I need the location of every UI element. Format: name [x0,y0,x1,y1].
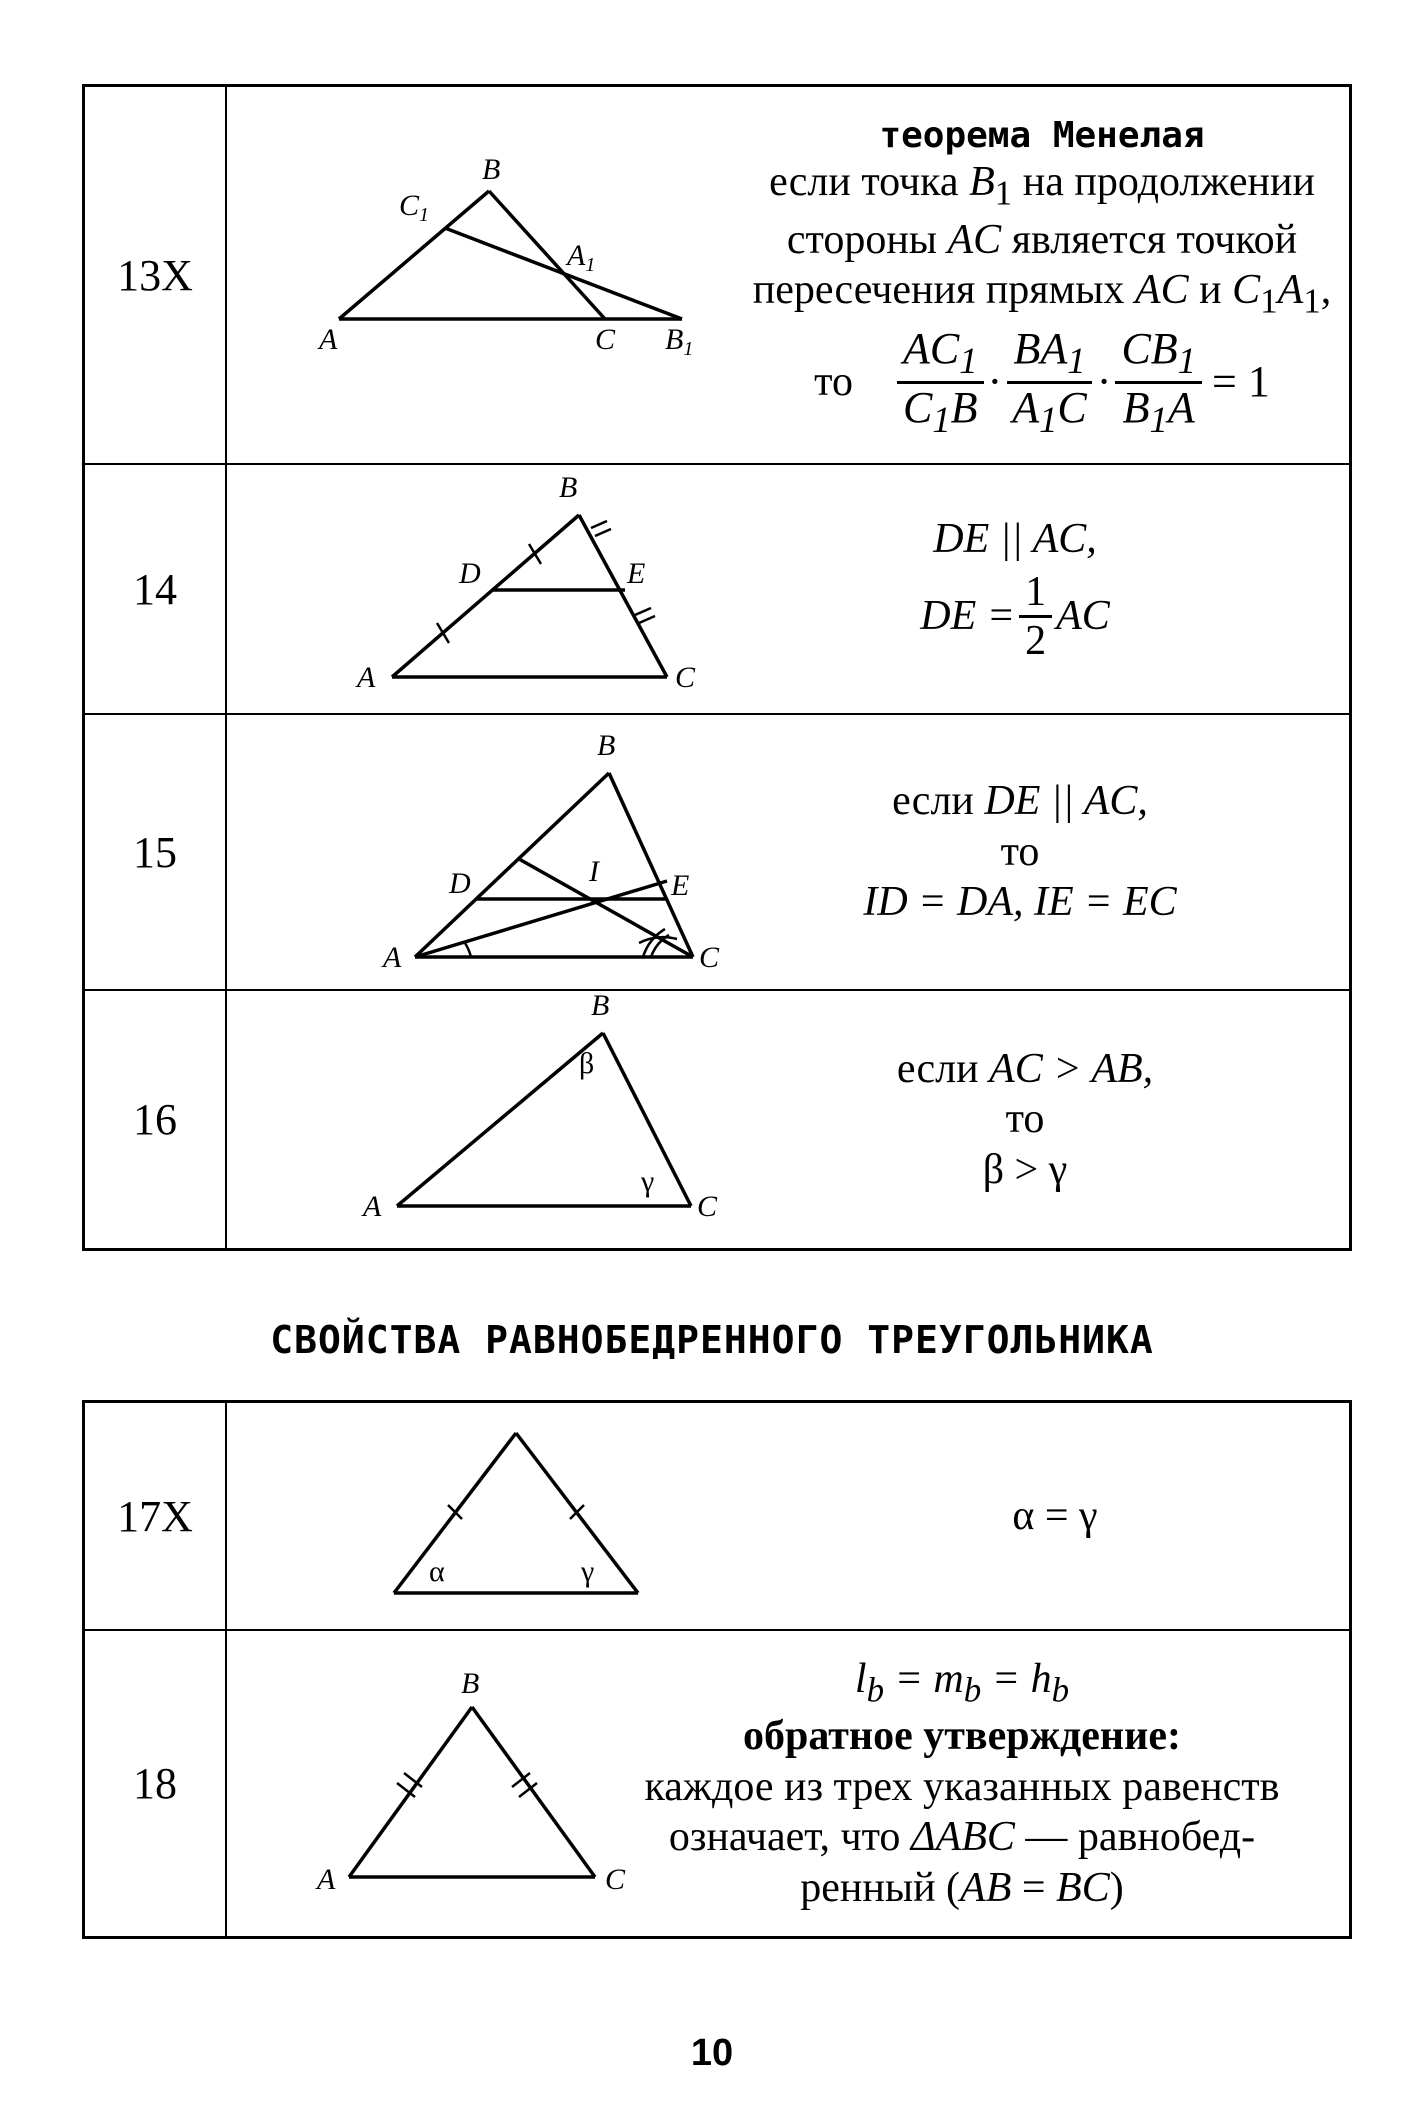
text-line: если DE || AC, [892,778,1148,825]
text-line: обратное утверждение: [743,1713,1181,1760]
vertex-label-i: I [589,855,599,888]
text-line: β > γ [982,1146,1068,1193]
vertex-label-c: C [697,1190,718,1223]
midline-figure [227,465,747,715]
vertex-label-a: A [319,323,338,356]
angle-arc [465,943,471,957]
page-number: 10 [690,2032,734,2074]
row-number: 16 [85,991,227,1248]
text-line: каждое из трех указанных равенств [644,1763,1280,1810]
vertex-label-b: B [591,991,610,1022]
vertex-label-c: C [595,323,616,356]
text-line: DE = $\frac{1}{2}$ AC [920,568,1110,664]
vertex-label-e: E [627,557,646,590]
menelaus-formula: то $\frac{AC_1}{C_1B}$ · $\frac{BA_1}{A_1C}$ · $\frac{CB_1}{B_1A}$ = 1 [814,323,1270,440]
property-text [915,1403,1195,1629]
row-number: 14 [85,465,227,713]
text-line: если AC > AB, [896,1045,1154,1092]
isosceles-table [82,1400,1352,1939]
text-line: $l_b = m_b = h_b$ [854,1656,1070,1710]
vertex-label-b: B [461,1667,480,1700]
text-line: DE || AC, [933,516,1097,563]
table-row [85,715,1349,991]
tick-mark [437,623,449,643]
fraction: $\frac{AC_1}{C_1B}$ [897,325,984,440]
property-text [785,715,1255,989]
tick-mark [639,616,655,623]
vertex-label-c: C [605,1863,626,1896]
fraction: $\frac{BA_1}{A_1C}$ [1006,325,1093,440]
text-line: ренный (AB = BC) [800,1864,1124,1911]
bisector-figure [227,715,747,991]
vertex-label-b: B [482,153,501,186]
line-c1b1 [445,228,682,319]
vertex-label-d: D [459,557,481,590]
text-line: пересечения прямых AC и $C_1A_1$, [752,267,1332,321]
tick-mark [529,544,541,564]
theorem-text [735,87,1349,463]
table-row [85,1631,1349,1936]
angle-gamma-label: γ [641,1165,655,1198]
vertex-label-b: B [597,729,616,762]
isosceles-figure [227,1403,747,1631]
vertex-label-b: B [559,471,578,504]
text-line: ID = DA, IE = EC [863,879,1177,926]
vertex-label-a: A [383,941,402,974]
angle-alpha-label: α [429,1555,445,1588]
vertex-label-b1: $B_1$ [665,323,694,360]
row-number: 13X [85,87,227,463]
row-number: 17X [85,1403,227,1629]
property-text [825,991,1225,1248]
vertex-label-c: C [699,941,720,974]
row-number: 15 [85,715,227,989]
vertex-label-a: A [363,1190,382,1223]
tick-mark [591,521,607,528]
text-line: то [1005,1096,1045,1143]
angle-beta-label: β [579,1047,595,1080]
vertex-label-c1: $C_1$ [399,189,430,226]
angle-arc [639,937,677,943]
property-text [865,465,1165,713]
table-row [85,87,1349,465]
vertex-label-c: C [675,661,696,694]
text-line: стороны AC является точкой [786,216,1298,263]
menelaus-figure [227,87,747,465]
angle-side-figure [227,991,747,1248]
vertex-label-a1: $A_1$ [567,239,596,276]
table-row [85,991,1349,1248]
theorem-title: теорема Менелая [879,115,1205,157]
row-number: 18 [85,1631,227,1936]
property-text [575,1631,1349,1936]
angle-gamma-label: γ [581,1555,595,1588]
theorem-table [82,84,1352,1251]
table-row [85,465,1349,715]
vertex-label-a: A [357,661,376,694]
vertex-label-a: A [317,1863,336,1896]
vertex-label-e: E [671,869,690,902]
tick-mark [595,529,611,536]
text-line: если точка $B_1$ на продолжении [769,159,1315,213]
tick-mark [635,608,651,615]
text-line: α = γ [1012,1492,1098,1539]
section-title: СВОЙСТВА РАВНОБЕДРЕННОГО ТРЕУГОЛЬНИКА [270,1318,1154,1362]
text-line: то [1000,828,1040,875]
vertex-label-d: D [449,867,471,900]
table-row [85,1403,1349,1631]
fraction: $\frac{CB_1}{B_1A}$ [1115,325,1202,440]
text-line: означает, что ΔABC — равнобед- [668,1814,1256,1861]
